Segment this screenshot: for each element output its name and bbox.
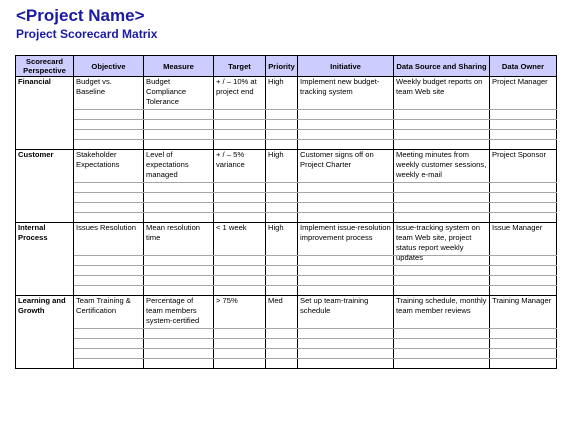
table-row (16, 77, 557, 110)
empty-cell (298, 339, 394, 349)
empty-cell (490, 359, 557, 369)
table-cell-priority (266, 77, 298, 110)
empty-cell (298, 140, 394, 150)
cell-text: Training schedule, monthly team member reviews (396, 296, 487, 315)
table-row-blank (16, 359, 557, 369)
scorecard-matrix-table (15, 55, 557, 369)
empty-cell (74, 286, 144, 296)
table-row-blank (16, 349, 557, 359)
empty-cell (214, 359, 266, 369)
cell-text: < 1 week (216, 223, 247, 232)
empty-cell (490, 183, 557, 193)
empty-cell (394, 329, 490, 339)
empty-cell (266, 339, 298, 349)
table-row-blank (16, 183, 557, 193)
matrix-body (16, 77, 557, 369)
empty-cell (214, 266, 266, 276)
empty-cell (266, 140, 298, 150)
empty-cell (298, 120, 394, 130)
empty-cell (144, 183, 214, 193)
empty-cell (298, 183, 394, 193)
empty-cell (490, 120, 557, 130)
empty-cell (214, 329, 266, 339)
empty-cell (298, 276, 394, 286)
empty-cell (490, 266, 557, 276)
empty-cell (214, 276, 266, 286)
cell-text: Meeting minutes from weekly customer sessions, weekly e-mail (396, 150, 487, 179)
cell-text: High (268, 223, 284, 232)
column-header-measure: Measure (144, 56, 214, 77)
table-cell-measure (144, 77, 214, 110)
column-header-initiative: Initiative (298, 56, 394, 77)
empty-cell (144, 213, 214, 223)
table-cell-objective (74, 296, 144, 329)
table-cell-target (214, 150, 266, 183)
table-cell-initiative (298, 77, 394, 110)
cell-text: Implement issue-resolution improvement process (300, 223, 391, 242)
table-cell-priority (266, 296, 298, 329)
cell-text: Mean resolution time (146, 223, 201, 242)
empty-cell (394, 266, 490, 276)
empty-cell (144, 266, 214, 276)
empty-cell (394, 359, 490, 369)
column-header-target: Target (214, 56, 266, 77)
table-cell-data-source (394, 77, 490, 110)
empty-cell (74, 329, 144, 339)
empty-cell (74, 349, 144, 359)
page-title: <Project Name> (16, 6, 145, 25)
table-cell-initiative (298, 150, 394, 183)
empty-cell (490, 349, 557, 359)
empty-cell (74, 110, 144, 120)
empty-cell (144, 110, 214, 120)
empty-cell (214, 140, 266, 150)
cell-text: Team Training & Certification (76, 296, 131, 315)
empty-cell (144, 349, 214, 359)
cell-text: High (268, 150, 284, 159)
empty-cell (144, 140, 214, 150)
table-row-blank (16, 286, 557, 296)
table-row-blank (16, 120, 557, 130)
empty-cell (394, 140, 490, 150)
empty-cell (74, 276, 144, 286)
empty-cell (74, 140, 144, 150)
empty-cell (266, 349, 298, 359)
empty-cell (144, 359, 214, 369)
cell-text: Level of expectations managed (146, 150, 189, 179)
empty-cell (490, 339, 557, 349)
empty-cell (394, 286, 490, 296)
empty-cell (266, 110, 298, 120)
table-cell-target (214, 296, 266, 329)
empty-cell (74, 339, 144, 349)
cell-text: Issues Resolution (76, 223, 136, 232)
empty-cell (394, 120, 490, 130)
table-cell-objective (74, 223, 144, 256)
empty-cell (266, 256, 298, 266)
table-row-blank (16, 130, 557, 140)
empty-cell (214, 213, 266, 223)
column-header-data-owner: Data Owner (490, 56, 557, 77)
table-cell-data-source (394, 223, 490, 262)
empty-cell (214, 110, 266, 120)
table-row-blank (16, 339, 557, 349)
empty-cell (74, 256, 144, 266)
table-cell-data-source (394, 296, 490, 329)
empty-cell (144, 120, 214, 130)
table-row-blank (16, 140, 557, 150)
empty-cell (298, 359, 394, 369)
cell-text: Med (268, 296, 283, 305)
empty-cell (144, 203, 214, 213)
table-cell-initiative (298, 223, 394, 256)
cell-text: Stakeholder Expectations (76, 150, 120, 169)
table-row-blank (16, 329, 557, 339)
empty-cell (144, 193, 214, 203)
perspective-cell: Learning and Growth (16, 296, 74, 369)
empty-cell (490, 286, 557, 296)
empty-cell (394, 349, 490, 359)
table-row (16, 150, 557, 183)
table-cell-priority (266, 150, 298, 183)
table-cell-measure (144, 296, 214, 329)
cell-text: Issue-tracking system on team Web site, project status report weekly updates (396, 223, 480, 262)
empty-cell (74, 203, 144, 213)
empty-cell (298, 256, 394, 266)
cell-text: + / – 5% variance (216, 150, 245, 169)
cell-text: Project Manager (492, 77, 548, 86)
table-cell-data-owner (490, 150, 557, 183)
empty-cell (214, 256, 266, 266)
cell-text: Percentage of team members system-certified (146, 296, 200, 325)
empty-cell (214, 183, 266, 193)
empty-cell (298, 286, 394, 296)
table-cell-data-source (394, 150, 490, 183)
cell-text: Customer signs off on Project Charter (300, 150, 374, 169)
empty-cell (74, 193, 144, 203)
empty-cell (298, 110, 394, 120)
column-header-priority: Priority (266, 56, 298, 77)
empty-cell (74, 120, 144, 130)
cell-text: High (268, 77, 284, 86)
empty-cell (394, 193, 490, 203)
table-cell-priority (266, 223, 298, 256)
perspective-cell: Financial (16, 77, 74, 150)
table-row-blank (16, 213, 557, 223)
empty-cell (266, 193, 298, 203)
empty-cell (490, 193, 557, 203)
empty-cell (214, 349, 266, 359)
empty-cell (266, 120, 298, 130)
empty-cell (490, 329, 557, 339)
cell-text: Budget Compliance Tolerance (146, 77, 187, 106)
perspective-cell: Customer (16, 150, 74, 223)
table-row-blank (16, 193, 557, 203)
table-row-blank (16, 266, 557, 276)
empty-cell (490, 213, 557, 223)
table-cell-initiative (298, 296, 394, 329)
empty-cell (490, 110, 557, 120)
empty-cell (144, 276, 214, 286)
table-row-blank (16, 276, 557, 286)
empty-cell (394, 213, 490, 223)
table-cell-data-owner (490, 223, 557, 256)
column-header-data-source: Data Source and Sharing (394, 56, 490, 77)
empty-cell (298, 266, 394, 276)
empty-cell (490, 276, 557, 286)
cell-text: Set up team-training schedule (300, 296, 369, 315)
table-row-blank (16, 256, 557, 266)
empty-cell (266, 266, 298, 276)
empty-cell (490, 140, 557, 150)
cell-text: Weekly budget reports on team Web site (396, 77, 483, 96)
empty-cell (266, 213, 298, 223)
table-cell-measure (144, 223, 214, 256)
page-subtitle: Project Scorecard Matrix (16, 27, 158, 41)
empty-cell (394, 203, 490, 213)
empty-cell (394, 339, 490, 349)
table-row-blank (16, 203, 557, 213)
empty-cell (298, 349, 394, 359)
table-row (16, 223, 557, 256)
cell-text: > 75% (216, 296, 238, 305)
empty-cell (298, 193, 394, 203)
column-header-objective: Objective (74, 56, 144, 77)
empty-cell (144, 339, 214, 349)
empty-cell (144, 130, 214, 140)
table-row-blank (16, 110, 557, 120)
empty-cell (298, 130, 394, 140)
empty-cell (214, 193, 266, 203)
empty-cell (74, 266, 144, 276)
empty-cell (74, 130, 144, 140)
table-cell-objective (74, 77, 144, 110)
empty-cell (394, 110, 490, 120)
empty-cell (266, 359, 298, 369)
empty-cell (394, 130, 490, 140)
header-row (16, 56, 557, 77)
column-header-perspective: Scorecard Perspective (16, 56, 74, 77)
empty-cell (214, 120, 266, 130)
empty-cell (298, 329, 394, 339)
empty-cell (144, 286, 214, 296)
cell-text: Issue Manager (492, 223, 543, 232)
table-cell-measure (144, 150, 214, 183)
table-cell-target (214, 77, 266, 110)
empty-cell (266, 329, 298, 339)
empty-cell (214, 203, 266, 213)
empty-cell (214, 339, 266, 349)
empty-cell (298, 213, 394, 223)
empty-cell (74, 359, 144, 369)
cell-text: Training Manager (492, 296, 552, 305)
cell-text: Budget vs. Baseline (76, 77, 112, 96)
empty-cell (266, 276, 298, 286)
empty-cell (214, 130, 266, 140)
cell-text: Project Sponsor (492, 150, 547, 159)
empty-cell (298, 203, 394, 213)
cell-text: + / – 10% at project end (216, 77, 257, 96)
table-cell-data-owner (490, 77, 557, 110)
empty-cell (74, 183, 144, 193)
table-cell-target (214, 223, 266, 256)
perspective-cell: Internal Process (16, 223, 74, 296)
empty-cell (490, 203, 557, 213)
empty-cell (490, 256, 557, 266)
cell-text: Implement new budget-tracking system (300, 77, 380, 96)
empty-cell (74, 213, 144, 223)
empty-cell (394, 276, 490, 286)
empty-cell (266, 203, 298, 213)
empty-cell (266, 130, 298, 140)
table-row (16, 296, 557, 329)
empty-cell (394, 183, 490, 193)
empty-cell (144, 329, 214, 339)
empty-cell (490, 130, 557, 140)
empty-cell (266, 286, 298, 296)
empty-cell (266, 183, 298, 193)
empty-cell (214, 286, 266, 296)
empty-cell (144, 256, 214, 266)
table-cell-data-owner (490, 296, 557, 329)
table-cell-objective (74, 150, 144, 183)
